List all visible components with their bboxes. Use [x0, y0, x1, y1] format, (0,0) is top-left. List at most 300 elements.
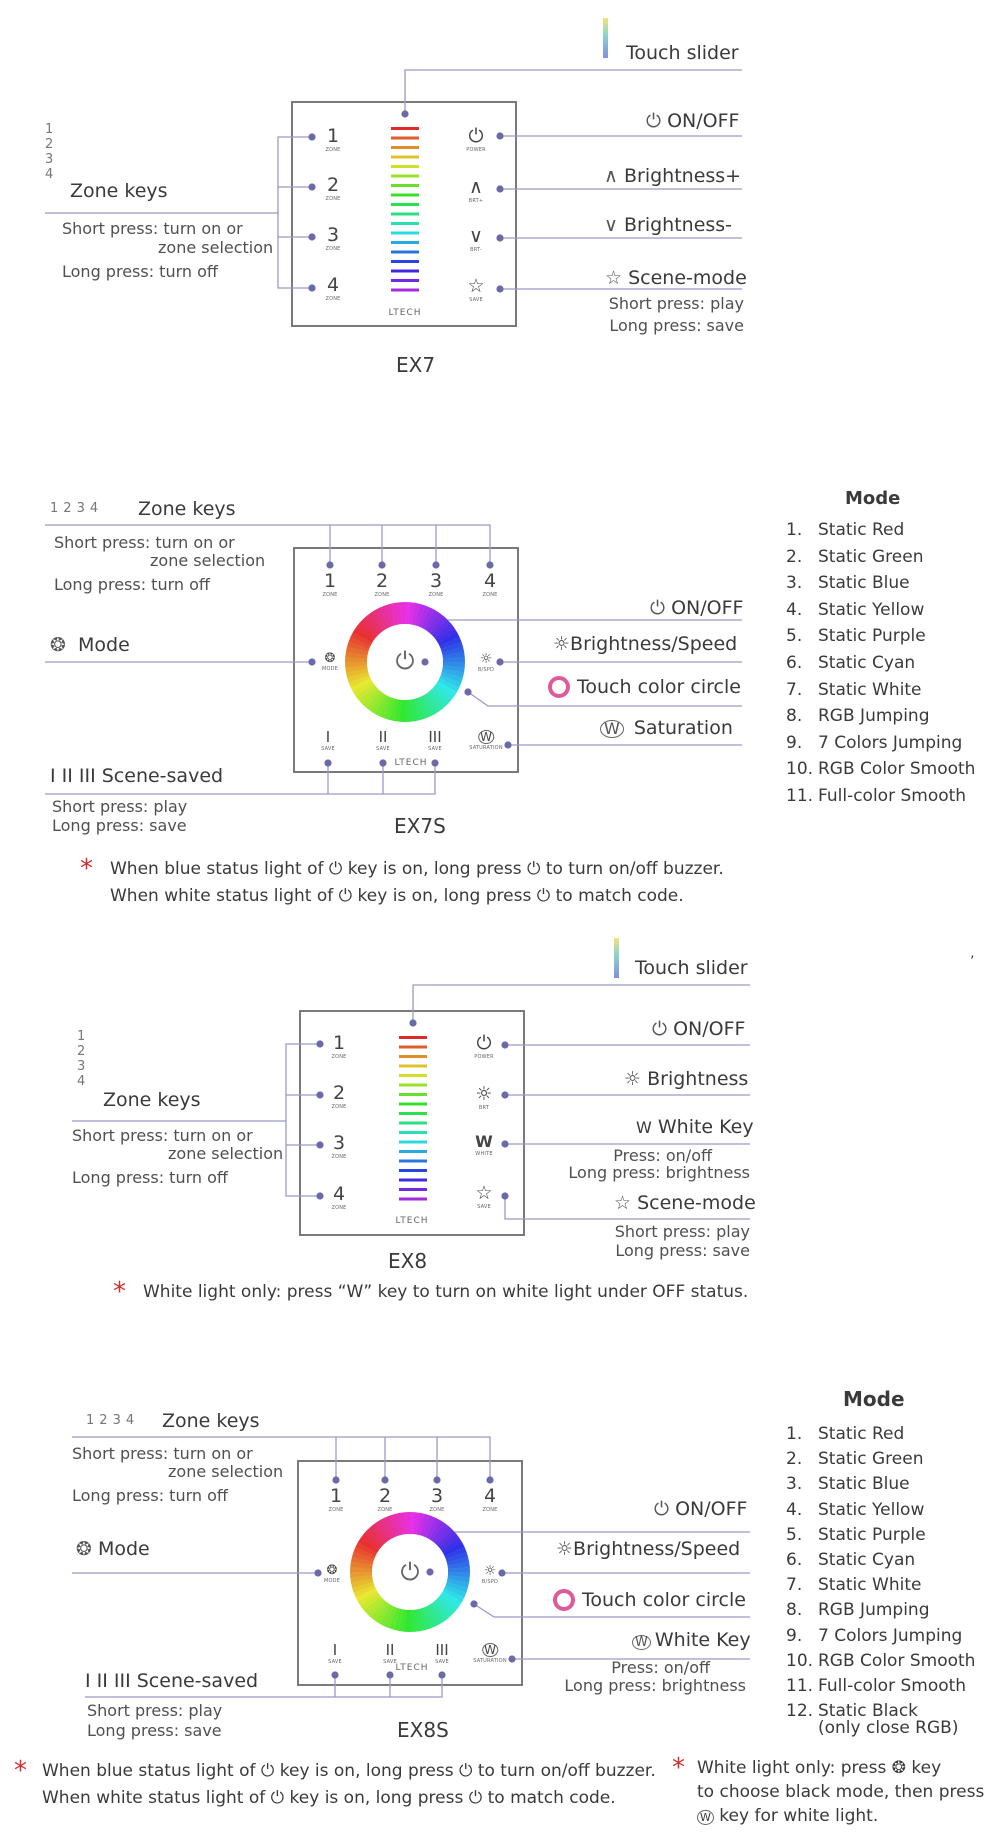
ex8-touch-slider-label: Touch slider [635, 957, 748, 979]
key-caption: SAVE [328, 1659, 342, 1665]
ex7-brightness-plus-text: Brightness+ [623, 165, 742, 187]
ex8-zone-key-3[interactable] [331, 1134, 346, 1160]
ex8-zone-key-2[interactable] [331, 1084, 346, 1110]
key-label: III [435, 1641, 449, 1659]
power-icon: ⏻ [338, 886, 353, 906]
mode-item-number: 6. [786, 1550, 803, 1570]
slider-segment [391, 222, 419, 225]
ex7s-color-circle-legend-icon [550, 678, 568, 696]
slider-segment [399, 1169, 427, 1172]
ex7s-saturation-text: Saturation [633, 717, 733, 739]
zone-digit: 2 [45, 137, 54, 152]
ex8-save-key[interactable] [475, 1184, 492, 1210]
zone-digit: 4 [77, 1074, 86, 1089]
mode-item-label: Static Yellow [818, 1499, 925, 1520]
ex7s-zone-key-1[interactable] [322, 572, 337, 598]
power-icon: ⏻ [468, 1788, 483, 1808]
ex7-slider-legend-icon [603, 18, 608, 58]
mode-item-number: 11. [786, 1676, 814, 1696]
zone-digit: 1 [50, 501, 64, 516]
ex7s-mode-key[interactable] [322, 652, 338, 672]
ex8-slider-legend-icon [614, 938, 619, 978]
ex8s-note-w-asterisk: * [672, 1753, 685, 1783]
ex8s-white-key[interactable] [473, 1643, 507, 1664]
slider-segment [391, 146, 419, 149]
ex8s-save-key-3[interactable] [435, 1643, 449, 1665]
power-icon: ⏻ [270, 1788, 285, 1808]
ex8s-zone-keys-label: Zone keys [162, 1410, 260, 1432]
mode-item-number: 2. [786, 546, 803, 567]
note-text: to turn on/off buzzer. [545, 859, 724, 879]
mode-item-number: 4. [786, 599, 803, 620]
slider-segment [391, 232, 419, 235]
note-text: key is on, long press [289, 1788, 464, 1808]
slider-segment [399, 1131, 427, 1134]
ex8s-note-asterisk: * [14, 1756, 27, 1786]
ex8s-white-long: Long press: brightness [564, 1676, 746, 1695]
mode-item-label: 7 Colors Jumping [818, 732, 963, 753]
ex8s-scene-saved-numerals: I II III [85, 1670, 131, 1692]
slider-segment [391, 241, 419, 244]
mode-item-label: Static Green [818, 546, 924, 567]
ex8-white-key-text: White Key [657, 1116, 754, 1138]
mode-item-number: 3. [786, 573, 803, 594]
mode-item-label: Static Blue [818, 1474, 910, 1495]
mode-wheel-icon: ❂ [326, 1563, 338, 1578]
ex8-scene-mode-label [614, 1194, 756, 1213]
sun-icon: ☼ [553, 633, 571, 655]
mode-item [786, 679, 922, 700]
mode-item-number: 8. [786, 706, 803, 727]
ex7s-note-line-1 [110, 861, 724, 878]
note-text: key is on, long press [357, 886, 532, 906]
ex8-white-key[interactable] [475, 1134, 493, 1157]
ex7-brightness-minus-label [604, 216, 732, 235]
slider-segment [399, 1160, 427, 1163]
mode-item-label: RGB Jumping [818, 706, 930, 727]
ex7s-zone-short-2: zone selection [150, 551, 266, 570]
key-caption: SATURATION [469, 745, 503, 751]
key-caption: ZONE [331, 1054, 347, 1060]
slider-segment [391, 137, 419, 140]
key-caption: ZONE [325, 296, 341, 302]
ex8s-brightness-key[interactable] [482, 1564, 498, 1585]
slider-segment [391, 156, 419, 159]
ex7s-on-off-text: ON/OFF [671, 597, 744, 619]
power-icon: ⏻ [526, 859, 541, 879]
note-text: key is on, long press [279, 1761, 454, 1781]
ex7s-zone-long: Long press: turn off [54, 575, 210, 594]
ex7s-brightness-speed-label [553, 635, 737, 654]
ex8s-brand-logo: LTECH [395, 1663, 429, 1673]
ex7s-on-off-label [650, 599, 743, 618]
ex8s-white-key-label [632, 1631, 751, 1650]
mode-item-label: RGB Jumping [818, 1600, 930, 1621]
mode-item-number: 10. [786, 759, 814, 780]
sun-icon: ☼ [483, 1563, 497, 1579]
mode-item-label: Static Cyan [818, 653, 916, 673]
slider-segment [399, 1122, 427, 1125]
ex7-zone-short-2: zone selection [158, 238, 274, 257]
ex7s-save-key-2[interactable] [376, 730, 390, 752]
slider-segment [391, 251, 419, 254]
key-caption: SAVE [435, 1659, 449, 1665]
ex7s-mode-title: Mode [845, 488, 901, 509]
ex7-device-name: EX7 [396, 353, 436, 377]
key-label: 2 [375, 570, 389, 592]
slider-segment [391, 184, 419, 187]
mode-item-label: RGB Color Smooth [818, 1650, 976, 1671]
mode-item-label: Full-color Smooth [818, 786, 967, 806]
ex7-zone-key-3[interactable] [325, 226, 340, 252]
ex8-touch-slider[interactable] [399, 1036, 427, 1201]
slider-segment [399, 1103, 427, 1106]
mode-item-number: 10. [786, 1650, 814, 1671]
mode-item [786, 575, 910, 592]
key-label: 4 [326, 274, 340, 296]
ex7s-zone-digits [50, 502, 103, 515]
mode-item [786, 1577, 921, 1594]
ex7-scene-mode-text: Scene-mode [628, 267, 747, 289]
star-icon: ☆ [614, 1192, 632, 1214]
key-label: 1 [323, 570, 337, 592]
mode-wheel-icon: ❂ [891, 1758, 907, 1778]
ex7-on-off-label [646, 112, 739, 131]
mode-item-label: Static Green [818, 1449, 924, 1470]
ex8s-on-off-label [654, 1500, 747, 1519]
ex7-zone-key-1[interactable] [325, 127, 340, 153]
ex7s-brand-logo: LTECH [394, 758, 428, 768]
key-caption: ZONE [482, 1507, 498, 1513]
zone-digit: 1 [45, 122, 54, 137]
chevron-up-icon: ∧ [604, 165, 618, 187]
mode-item [786, 546, 924, 567]
ex8s-note-line-2 [42, 1790, 616, 1807]
ex8s-device-name: EX8S [397, 1718, 449, 1742]
power-icon: ⏻ [468, 125, 484, 147]
note-text: When white status light of [42, 1788, 266, 1808]
mode-item-label: Static Purple [818, 626, 926, 647]
ex8s-save-key-1[interactable] [328, 1643, 342, 1665]
mode-item-number: 1. [786, 1424, 803, 1444]
mode-item-label: Static Red [818, 1424, 905, 1444]
slider-segment [391, 279, 419, 282]
ex8-zone-short-2: zone selection [168, 1144, 284, 1163]
ex7-brt-minus-key[interactable] [469, 227, 483, 253]
zone-digit: 2 [63, 501, 77, 516]
ex7s-zone-key-3[interactable] [428, 572, 443, 598]
note-text: key is on, long press [347, 859, 522, 879]
key-label: 3 [429, 570, 443, 592]
ex8s-save-key-2[interactable] [383, 1643, 397, 1665]
ex8-power-key[interactable] [474, 1034, 494, 1060]
ex8s-scene-saved-text: Scene-saved [136, 1670, 259, 1692]
ex7s-zone-key-4[interactable] [482, 572, 497, 598]
ex8s-mode-text: Mode [97, 1538, 150, 1560]
key-caption: SAVE [477, 1204, 491, 1210]
slider-segment [399, 1065, 427, 1068]
zone-digit: 1 [86, 1413, 100, 1428]
key-caption: ZONE [328, 1507, 344, 1513]
mode-item-label: Static Purple [818, 1524, 926, 1545]
slider-segment [391, 127, 419, 130]
mode-item [786, 708, 929, 725]
key-caption: ZONE [428, 592, 444, 598]
key-caption: BRT- [470, 247, 482, 253]
slider-segment [391, 194, 419, 197]
zone-digit: 3 [76, 501, 90, 516]
ex7-save-key[interactable] [467, 277, 484, 303]
zone-digit: 3 [77, 1059, 86, 1074]
ex8s-zone-key-4[interactable] [482, 1487, 497, 1513]
ex8-zone-key-4[interactable] [331, 1185, 346, 1211]
ex8s-note-w-line-3 [697, 1808, 878, 1825]
mode-item-label: Static Black [818, 1701, 919, 1722]
w-letter-icon: W [475, 1132, 493, 1151]
ex7-power-key[interactable] [466, 127, 486, 153]
ex7-brightness-minus-text: Brightness- [623, 214, 733, 236]
key-caption: ZONE [325, 246, 341, 252]
mode-item-number: 2. [786, 1449, 803, 1470]
ex8-white-key-label [636, 1118, 754, 1137]
key-caption: B/SPD [481, 1579, 499, 1585]
ex7s-zone-key-2[interactable] [374, 572, 389, 598]
mode-item [786, 1650, 976, 1671]
key-label: I [325, 728, 331, 746]
ex7s-zone-keys-label: Zone keys [138, 498, 236, 520]
ex8s-touch-color-circle-label: Touch color circle [582, 1589, 746, 1611]
slider-segment [399, 1141, 427, 1144]
ex7-scene-mode-label [605, 269, 747, 288]
power-icon: ⏻ [536, 886, 551, 906]
ex7s-mode-text: Mode [78, 634, 130, 656]
key-label: 2 [332, 1082, 346, 1104]
ex8-zone-short-1: Short press: turn on or [72, 1126, 253, 1145]
star-icon: ☆ [475, 1182, 493, 1204]
key-label: 2 [326, 174, 340, 196]
star-icon: ☆ [605, 267, 623, 289]
key-caption: BRT+ [468, 198, 484, 204]
ex8s-note-w-line-1 [697, 1760, 941, 1777]
ex7s-save-key-3[interactable] [428, 730, 442, 752]
ex8s-mode-item-12-note: (only close RGB) [818, 1718, 959, 1738]
ex8s-zone-key-3[interactable] [429, 1487, 444, 1513]
key-label: 3 [430, 1485, 444, 1507]
slider-segment [391, 289, 419, 292]
mode-item-label: Static Cyan [818, 1550, 916, 1570]
mode-item-label: Static Blue [818, 573, 910, 594]
zone-digit: 3 [45, 152, 54, 167]
key-caption: ZONE [482, 592, 498, 598]
chevron-up-icon: ∧ [469, 176, 483, 198]
zone-digit: 4 [45, 167, 54, 182]
mode-item-number: 8. [786, 1600, 803, 1621]
chevron-down-icon: ∨ [604, 214, 618, 236]
mode-item-number: 4. [786, 1499, 803, 1520]
key-label: W [478, 730, 494, 744]
ex7s-center-power-icon[interactable]: ⏻ [395, 647, 415, 675]
key-label: 3 [332, 1132, 346, 1154]
zone-digit: 1 [77, 1029, 86, 1044]
slider-segment [399, 1093, 427, 1096]
ex8-stray-mark: ’ [970, 954, 975, 970]
mode-item [786, 628, 926, 645]
mode-item-number: 9. [786, 1625, 803, 1646]
ex8-on-off-text: ON/OFF [673, 1018, 746, 1040]
w-letter-icon: W [636, 1118, 652, 1137]
ex7s-scene-long: Long press: save [52, 816, 187, 835]
ex8s-scene-saved-label [85, 1672, 258, 1691]
ex7-on-off-text: ON/OFF [667, 110, 740, 132]
key-caption: BRT [478, 1105, 490, 1111]
key-label: 3 [326, 224, 340, 246]
power-icon: ⏻ [476, 1032, 492, 1054]
ex8-device-name: EX8 [388, 1249, 428, 1273]
mode-item-label: Static White [818, 1575, 922, 1596]
ex8-zone-long: Long press: turn off [72, 1168, 228, 1187]
ex7s-saturation-label [600, 719, 733, 738]
slider-segment [399, 1046, 427, 1049]
mode-item-number: 7. [786, 679, 803, 700]
ex8-zone-keys-label: Zone keys [103, 1089, 201, 1111]
mode-item [786, 761, 975, 778]
zone-digit: 4 [89, 501, 104, 516]
key-label: 1 [332, 1032, 346, 1054]
mode-item [786, 1602, 929, 1619]
ex8s-scene-long: Long press: save [87, 1721, 222, 1740]
zone-digit: 2 [77, 1044, 86, 1059]
ex8s-mode-title: Mode [843, 1387, 905, 1411]
power-icon: ⏻ [260, 1761, 275, 1781]
mode-item-number: 9. [786, 732, 803, 753]
key-label: I [332, 1641, 338, 1659]
slider-segment [399, 1179, 427, 1182]
ex7s-mode-label [50, 636, 130, 655]
key-caption: ZONE [331, 1104, 347, 1110]
ex7-zone-key-4[interactable] [325, 276, 340, 302]
ex8s-zone-long: Long press: turn off [72, 1486, 228, 1505]
key-caption: POWER [466, 147, 486, 153]
zone-digit: 3 [112, 1413, 126, 1428]
slider-segment [391, 175, 419, 178]
ex8s-zone-key-2[interactable] [377, 1487, 392, 1513]
ex7-scene-short: Short press: play [608, 294, 744, 313]
slider-segment [399, 1112, 427, 1115]
ex7s-save-key-1[interactable] [321, 730, 335, 752]
key-caption: ZONE [377, 1507, 393, 1513]
key-caption: ZONE [429, 1507, 445, 1513]
mode-item [786, 1476, 910, 1493]
ex8-zone-digits [77, 1029, 85, 1089]
key-label: II [378, 728, 388, 746]
mode-item [786, 599, 925, 620]
mode-item-number: 11. [786, 786, 814, 806]
ex7s-brightness-speed-text: Brightness/Speed [570, 633, 738, 655]
note-text: to match code. [487, 1788, 616, 1808]
ex8-on-off-label [652, 1020, 745, 1039]
ex7s-saturation-key[interactable] [469, 730, 503, 751]
mode-item-label: Static Red [818, 520, 905, 540]
ex7s-scene-saved-text: Scene-saved [101, 765, 224, 787]
note-text: When blue status light of [42, 1761, 256, 1781]
key-label: 4 [332, 1183, 346, 1205]
ex8s-zone-short-1: Short press: turn on or [72, 1444, 253, 1463]
mode-item-number: 5. [786, 1524, 803, 1545]
mode-wheel-icon: ❂ [324, 651, 336, 666]
power-icon: ⏻ [654, 1498, 670, 1520]
slider-segment [399, 1074, 427, 1077]
mode-item-number: 3. [786, 1474, 803, 1495]
ex7-zone-keys-label: Zone keys [70, 180, 168, 202]
ex8s-mode-key[interactable] [324, 1564, 340, 1584]
ex8-note: White light only: press “W” key to turn on white light under OFF status. [143, 1282, 749, 1302]
mode-item-number: 7. [786, 1575, 803, 1596]
ex8-brightness-key[interactable] [475, 1085, 492, 1111]
key-label: 4 [483, 1485, 497, 1507]
key-caption: POWER [474, 1054, 494, 1060]
ex8s-note-line-1 [42, 1763, 656, 1780]
key-label: 2 [378, 1485, 392, 1507]
mode-wheel-icon: ❂ [50, 634, 66, 656]
ex7s-device-name: EX7S [394, 814, 446, 838]
ex8s-white-press: Press: on/off [611, 1658, 710, 1677]
ex8s-zone-short-2: zone selection [168, 1462, 284, 1481]
ex8s-brightness-speed-text: Brightness/Speed [573, 1538, 741, 1560]
key-label: II [385, 1641, 395, 1659]
note-text: to turn on/off buzzer. [477, 1761, 656, 1781]
ex7s-brightness-key[interactable] [478, 652, 494, 673]
ex8s-scene-short: Short press: play [87, 1701, 223, 1720]
key-label: W [482, 1643, 498, 1657]
mode-item [786, 655, 915, 672]
ex7-brt-plus-key[interactable] [469, 178, 484, 204]
ex8-scene-short: Short press: play [614, 1222, 750, 1241]
key-caption: ZONE [331, 1205, 347, 1211]
slider-segment [399, 1188, 427, 1191]
power-icon: ⏻ [458, 1761, 473, 1781]
ex8s-zone-digits [86, 1414, 139, 1427]
mode-item [786, 1451, 924, 1468]
ex8-scene-mode-text: Scene-mode [637, 1192, 756, 1214]
ex8s-zone-key-1[interactable] [328, 1487, 343, 1513]
zone-digit: 2 [99, 1413, 113, 1428]
note-text: When white status light of [110, 886, 334, 906]
mode-item [786, 1426, 904, 1443]
ex7s-scene-saved-label [50, 767, 223, 786]
ex7-touch-slider[interactable] [391, 127, 419, 292]
ex8-brand-logo: LTECH [395, 1216, 429, 1226]
slider-segment [391, 270, 419, 273]
saturation-w-icon: W [697, 1810, 714, 1825]
key-label: 1 [326, 125, 340, 147]
ex7-zone-long: Long press: turn off [62, 262, 218, 281]
ex8-zone-key-1[interactable] [331, 1034, 346, 1060]
ex7-scene-long: Long press: save [609, 316, 744, 335]
key-caption: ZONE [331, 1154, 347, 1160]
mode-item [786, 732, 963, 753]
ex7s-scene-saved-numerals: I II III [50, 765, 96, 787]
key-caption: MODE [321, 666, 339, 672]
saturation-w-icon: W [632, 1635, 651, 1650]
key-caption: SAVE [383, 1659, 397, 1665]
ex7-zone-key-2[interactable] [325, 176, 340, 202]
ex8-white-long: Long press: brightness [568, 1163, 750, 1182]
power-icon: ⏻ [328, 859, 343, 879]
saturation-w-icon: W [600, 720, 624, 738]
slider-segment [399, 1055, 427, 1058]
ex8s-center-power-icon[interactable]: ⏻ [400, 1558, 420, 1586]
mode-item [786, 522, 904, 539]
